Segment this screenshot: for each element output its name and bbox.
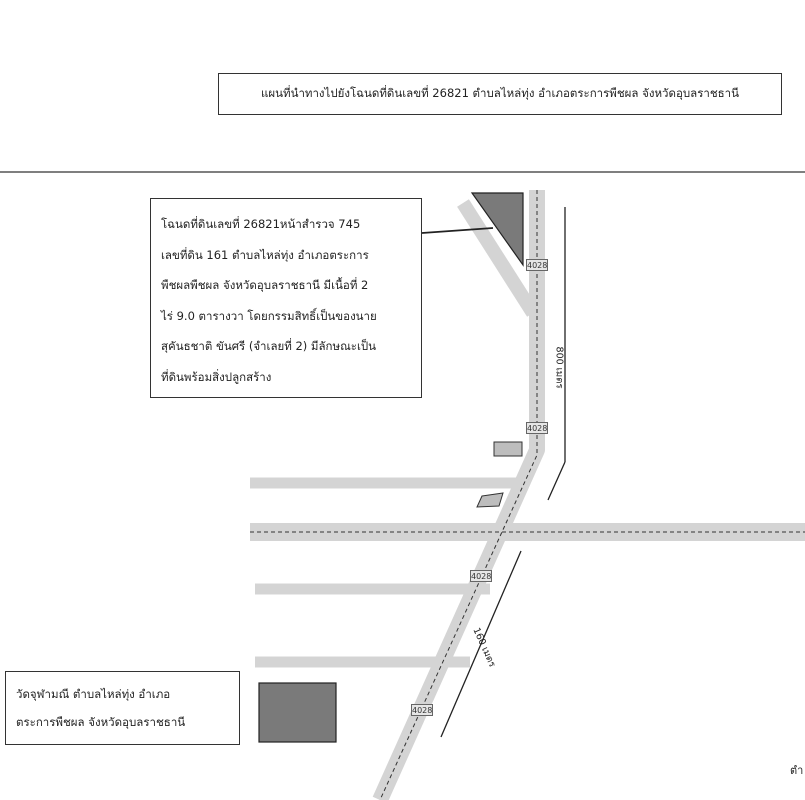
- distance-label-north: 800 เมตร: [553, 346, 565, 389]
- route-shield: 4028: [471, 572, 492, 581]
- deed-note-line: พืชผลพืชผล จังหวัดอุบลราชธานี มีเนื้อที่ 2: [161, 278, 369, 292]
- route-shield: 4028: [527, 261, 548, 270]
- route-shield: 4028: [527, 424, 548, 433]
- temple-note-line: ตระการพืชผล จังหวัดอุบลราชธานี: [16, 715, 186, 729]
- deed-note: [150, 198, 422, 398]
- deed-note-line: ไร่ 9.0 ตารางวา โดยกรรมสิทธิ์เป็นของนาย: [161, 308, 377, 323]
- deed-note-line: โฉนดที่ดินเลขที่ 26821หน้าสำรวจ 745: [161, 217, 361, 231]
- distance-line-north-tail: [548, 462, 565, 500]
- temple-note: [5, 671, 240, 745]
- deed-note-line: ที่ดินพร้อมสิ่งปลูกสร้าง: [161, 369, 272, 384]
- distance-label-south: 160 เมตร: [470, 626, 498, 669]
- building-2: [477, 493, 503, 507]
- cut-off-text: ตำ: [790, 764, 804, 777]
- map-title: [218, 73, 782, 115]
- deed-note-line: เลขที่ดิน 161 ตำบลไหล่ทุ่ง อำเภอตระการ: [161, 247, 369, 262]
- route-shield: 4028: [412, 706, 433, 715]
- building-1: [494, 442, 522, 456]
- temple-building: [259, 683, 336, 742]
- deed-note-line: สุคันธชาติ ขันศรี (จำเลยที่ 2) มีลักษณะเป็น: [161, 339, 377, 353]
- temple-note-line: วัดจุฬามณี ตำบลไหล่ทุ่ง อำเภอ: [16, 687, 171, 701]
- map-title-text: แผนที่นำทางไปยังโฉนดที่ดินเลขที่ 26821 ตำบลไหล่ทุ่ง อำเภอตระการพืชผล จังหวัดอุบลราชธานี: [260, 86, 740, 100]
